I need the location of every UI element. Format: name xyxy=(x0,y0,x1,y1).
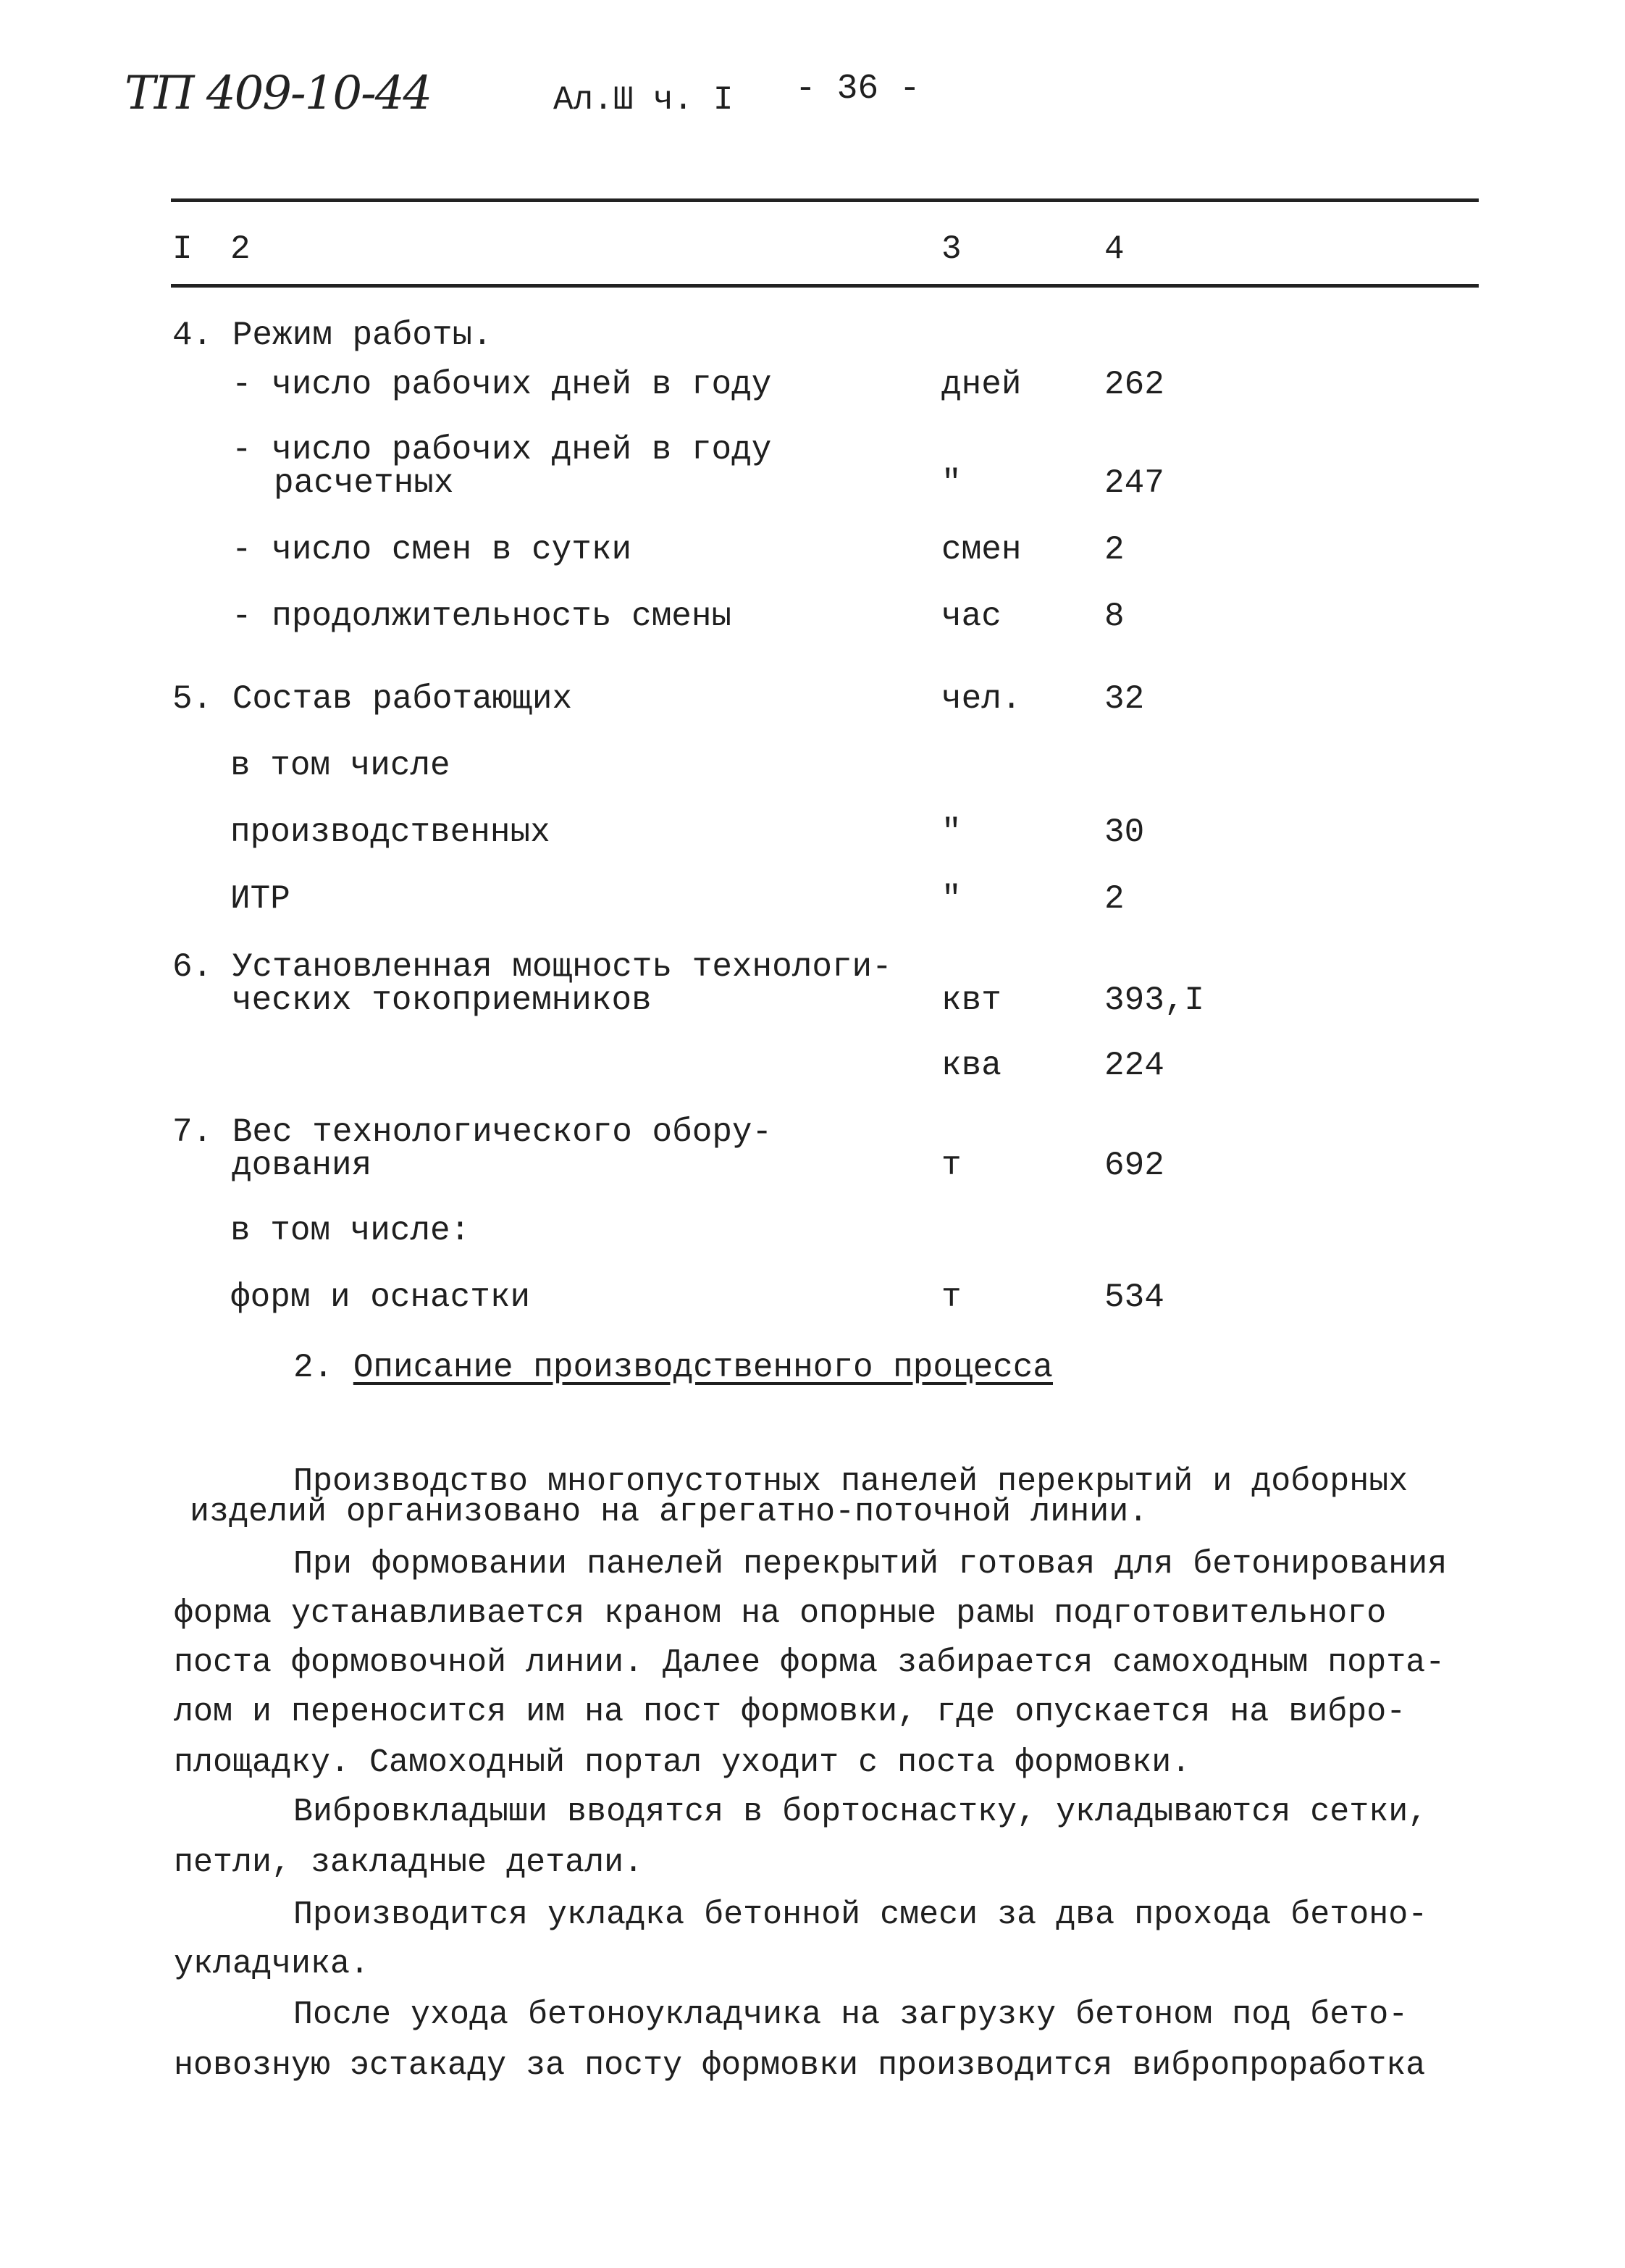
document-code: ТП 409-10-44 xyxy=(125,67,432,120)
row-label: в том числе xyxy=(230,747,450,784)
row-label-continuation: расчетных xyxy=(274,464,454,502)
row-label-continuation: дования xyxy=(232,1147,372,1184)
row-unit: час xyxy=(941,598,1002,635)
table-top-rule xyxy=(171,198,1479,202)
row-unit: чел. xyxy=(941,680,1022,718)
row-value: 32 xyxy=(1104,680,1145,718)
row-value: 692 xyxy=(1104,1147,1164,1184)
row-label: ИТР xyxy=(230,880,290,918)
row-label: - продолжительность смены xyxy=(232,598,732,635)
row-label: производственных xyxy=(230,813,550,851)
row-label: - число рабочих дней в году xyxy=(232,366,772,403)
row-label: - число рабочих дней в году xyxy=(232,431,772,469)
row-unit: дней xyxy=(941,366,1022,403)
row-value: 30 xyxy=(1104,813,1145,851)
body-line: При формовании панелей перекрытий готовая для бетонирования xyxy=(293,1546,1448,1583)
table-header-rule xyxy=(171,284,1479,288)
section-heading xyxy=(293,1349,1053,1386)
row-label: форм и оснастки xyxy=(230,1279,531,1316)
row-value: 393,I xyxy=(1104,982,1205,1019)
body-line: Производится укладка бетонной смеси за два прохода бетоно- xyxy=(293,1896,1428,1933)
body-line: изделий организовано на агрегатно-поточной линии. xyxy=(190,1494,1149,1531)
page-number: - 36 - xyxy=(795,70,920,109)
row-unit: " xyxy=(941,464,962,502)
column-header-1: I xyxy=(172,230,193,268)
row-value: 247 xyxy=(1104,464,1164,502)
row-label: 5. Состав работающих xyxy=(172,680,573,718)
section-number: 2. xyxy=(293,1349,334,1386)
row-label: в том числе: xyxy=(230,1212,471,1250)
column-header-4: 4 xyxy=(1104,230,1125,268)
body-line: Вибровкладыши вводятся в бортоснастку, укладываются сетки, xyxy=(293,1794,1428,1830)
row-value: 224 xyxy=(1104,1047,1164,1084)
row-label: 7. Вес технологического обору- xyxy=(172,1113,773,1151)
body-line: новозную эстакаду за посту формовки производится вибропроработка xyxy=(174,2047,1426,2084)
body-line: лом и переносится им на пост формовки, где опускается на вибро- xyxy=(174,1694,1406,1731)
row-label: 6. Установленная мощность технологи- xyxy=(172,948,892,986)
row-label: - число смен в сутки xyxy=(232,531,632,569)
body-line: площадку. Самоходный портал уходит с поста формовки. xyxy=(174,1744,1191,1781)
row-value: 2 xyxy=(1104,880,1125,918)
row-value: 262 xyxy=(1104,366,1164,403)
row-unit: " xyxy=(941,813,962,851)
row-unit: ква xyxy=(941,1047,1002,1084)
column-header-2: 2 xyxy=(230,230,251,268)
album-reference: Ал.Ш ч. I xyxy=(553,81,734,119)
row-label-continuation: ческих токоприемников xyxy=(232,982,652,1019)
row-value: 534 xyxy=(1104,1279,1164,1316)
body-line: поста формовочной линии. Далее форма забирается самоходным порта- xyxy=(174,1644,1445,1681)
body-line: укладчика. xyxy=(174,1946,370,1983)
row-unit: т xyxy=(941,1147,962,1184)
row-unit: т xyxy=(941,1279,962,1316)
row-unit: квт xyxy=(941,982,1002,1019)
row-value: 8 xyxy=(1104,598,1125,635)
row-value: 2 xyxy=(1104,531,1125,569)
section-title: Описание производственного процесса xyxy=(353,1349,1053,1386)
body-line: После ухода бетоноукладчика на загрузку бетоном под бето- xyxy=(293,1996,1408,2033)
row-unit: " xyxy=(941,880,962,918)
row-unit: смен xyxy=(941,531,1022,569)
body-line: форма устанавливается краном на опорные рамы подготовительного xyxy=(174,1595,1387,1632)
column-header-3: 3 xyxy=(941,230,962,268)
body-line: петли, закладные детали. xyxy=(174,1844,644,1881)
row-label: 4. Режим работы. xyxy=(172,317,492,354)
body-line: Производство многопустотных панелей перекрытий и доборных xyxy=(293,1463,1408,1500)
